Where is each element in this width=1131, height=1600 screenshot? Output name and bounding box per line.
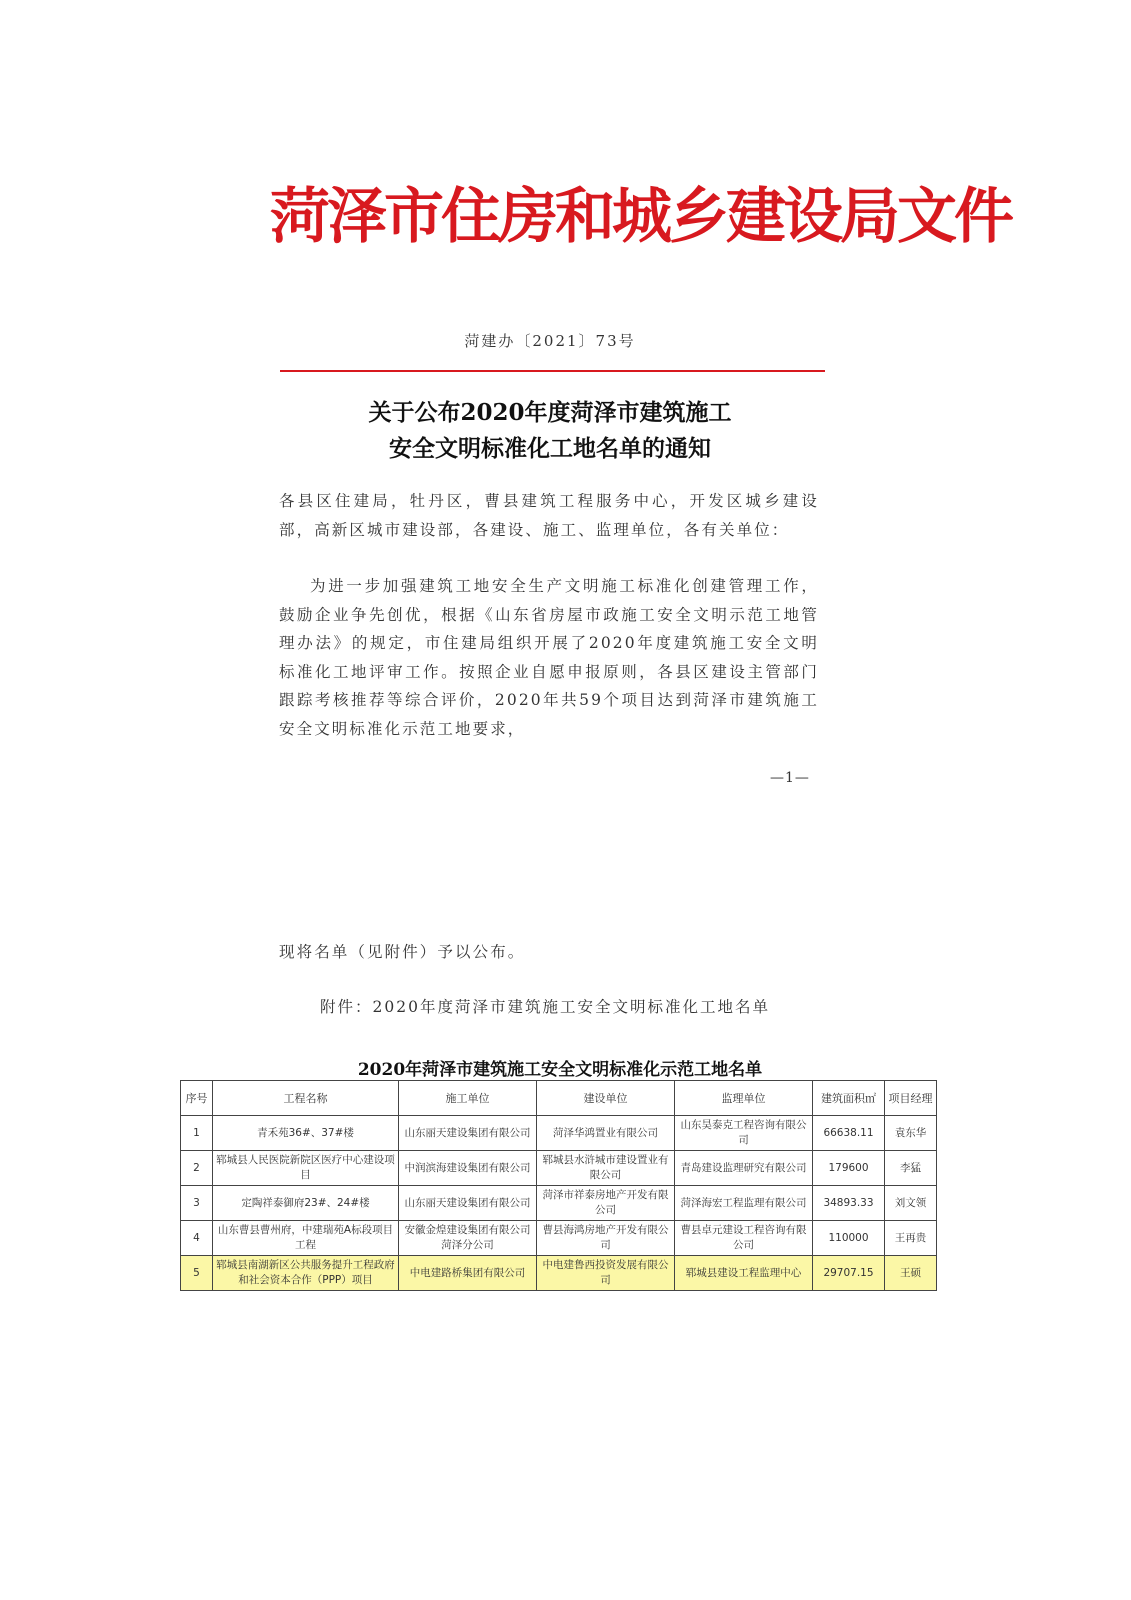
page-number: —1— <box>770 770 810 786</box>
document-number: 菏建办〔2021〕73号 <box>464 332 636 350</box>
cell-area: 34893.33 <box>813 1186 885 1221</box>
cell-supervisor: 郓城县建设工程监理中心 <box>675 1256 813 1291</box>
cell-manager: 王再贵 <box>885 1221 937 1256</box>
cell-supervisor: 山东昊泰克工程咨询有限公司 <box>675 1116 813 1151</box>
header-divider <box>280 370 825 372</box>
cell-manager: 王硕 <box>885 1256 937 1291</box>
cell-index: 4 <box>181 1221 213 1256</box>
cell-contractor: 中润滨海建设集团有限公司 <box>399 1151 537 1186</box>
table-row <box>181 1151 937 1186</box>
header-cell-developer: 建设单位 <box>537 1081 675 1116</box>
cell-index: 1 <box>181 1116 213 1151</box>
cell-contractor: 安徽金煌建设集团有限公司菏泽分公司 <box>399 1221 537 1256</box>
header-cell-area: 建筑面积㎡ <box>813 1081 885 1116</box>
cell-manager: 刘文领 <box>885 1186 937 1221</box>
attachment-line: 附件：2020年度菏泽市建筑施工安全文明标准化工地名单 <box>320 998 770 1016</box>
cell-supervisor: 青岛建设监理研究有限公司 <box>675 1151 813 1186</box>
cell-project: 定陶祥泰御府23#、24#楼 <box>213 1186 399 1221</box>
table-row <box>181 1186 937 1221</box>
header-cell-manager: 项目经理 <box>885 1081 937 1116</box>
document-header-title: 菏泽市住房和城乡建设局文件 <box>270 182 1011 252</box>
table-row <box>181 1116 937 1151</box>
cell-contractor: 山东丽天建设集团有限公司 <box>399 1116 537 1151</box>
table-header-row <box>181 1081 937 1116</box>
cell-area: 110000 <box>813 1221 885 1256</box>
cell-manager: 李猛 <box>885 1151 937 1186</box>
cell-area: 29707.15 <box>813 1256 885 1291</box>
cell-project: 郓城县南湖新区公共服务提升工程政府和社会资本合作（PPP）项目 <box>213 1256 399 1291</box>
header-cell-project: 工程名称 <box>213 1081 399 1116</box>
notice-title-line2: 安全文明标准化工地名单的通知 <box>389 435 711 462</box>
header-cell-index: 序号 <box>181 1081 213 1116</box>
cell-developer: 曹县海鸿房地产开发有限公司 <box>537 1221 675 1256</box>
cell-area: 179600 <box>813 1151 885 1186</box>
cell-contractor: 中电建路桥集团有限公司 <box>399 1256 537 1291</box>
cell-area: 66638.11 <box>813 1116 885 1151</box>
cell-supervisor: 菏泽海宏工程监理有限公司 <box>675 1186 813 1221</box>
cell-manager: 袁东华 <box>885 1116 937 1151</box>
cell-developer: 中电建鲁西投资发展有限公司 <box>537 1256 675 1291</box>
cell-supervisor: 曹县卓元建设工程咨询有限公司 <box>675 1221 813 1256</box>
addressee-paragraph: 各县区住建局，牡丹区，曹县建筑工程服务中心，开发区城乡建设部，高新区城市建设部，各建设、施工、监理单位，各有关单位： <box>279 492 819 539</box>
table-title: 2020年菏泽市建筑施工安全文明标准化示范工地名单 <box>357 1060 763 1080</box>
body-paragraph-1: 为进一步加强建筑工地安全生产文明施工标准化创建管理工作，鼓励企业争先创优，根据《山东省房屋市政施工安全文明示范工地管理办法》的规定，市住建局组织开展了2020年度建筑施工安全文明标准化工地评审工作。按照企业自愿申报原则，各县区建设主管部门跟踪考核推荐等综合评价，2020年共59个项目达到菏泽市建筑施工安全文明标准化示范工地要求， <box>279 577 819 738</box>
cell-developer: 郓城县水浒城市建设置业有限公司 <box>537 1151 675 1186</box>
notice-title-line1: 关于公布2020年度菏泽市建筑施工 <box>368 399 732 426</box>
cell-project: 山东曹县曹州府，中建瑞苑A标段项目工程 <box>213 1221 399 1256</box>
cell-developer: 菏泽市祥泰房地产开发有限公司 <box>537 1186 675 1221</box>
cell-index: 5 <box>181 1256 213 1291</box>
cell-project: 郓城县人民医院新院区医疗中心建设项目 <box>213 1151 399 1186</box>
cell-index: 3 <box>181 1186 213 1221</box>
cell-index: 2 <box>181 1151 213 1186</box>
cell-developer: 菏泽华鸿置业有限公司 <box>537 1116 675 1151</box>
header-cell-contractor: 施工单位 <box>399 1081 537 1116</box>
table-row-highlighted <box>181 1256 937 1291</box>
notice-title <box>280 395 820 467</box>
cell-project: 青禾苑36#、37#楼 <box>213 1116 399 1151</box>
table-row <box>181 1221 937 1256</box>
header-cell-supervisor: 监理单位 <box>675 1081 813 1116</box>
body-paragraph-2: 现将名单（见附件）予以公布。 <box>279 943 526 961</box>
cell-contractor: 山东丽天建设集团有限公司 <box>399 1186 537 1221</box>
project-table <box>180 1080 937 1291</box>
